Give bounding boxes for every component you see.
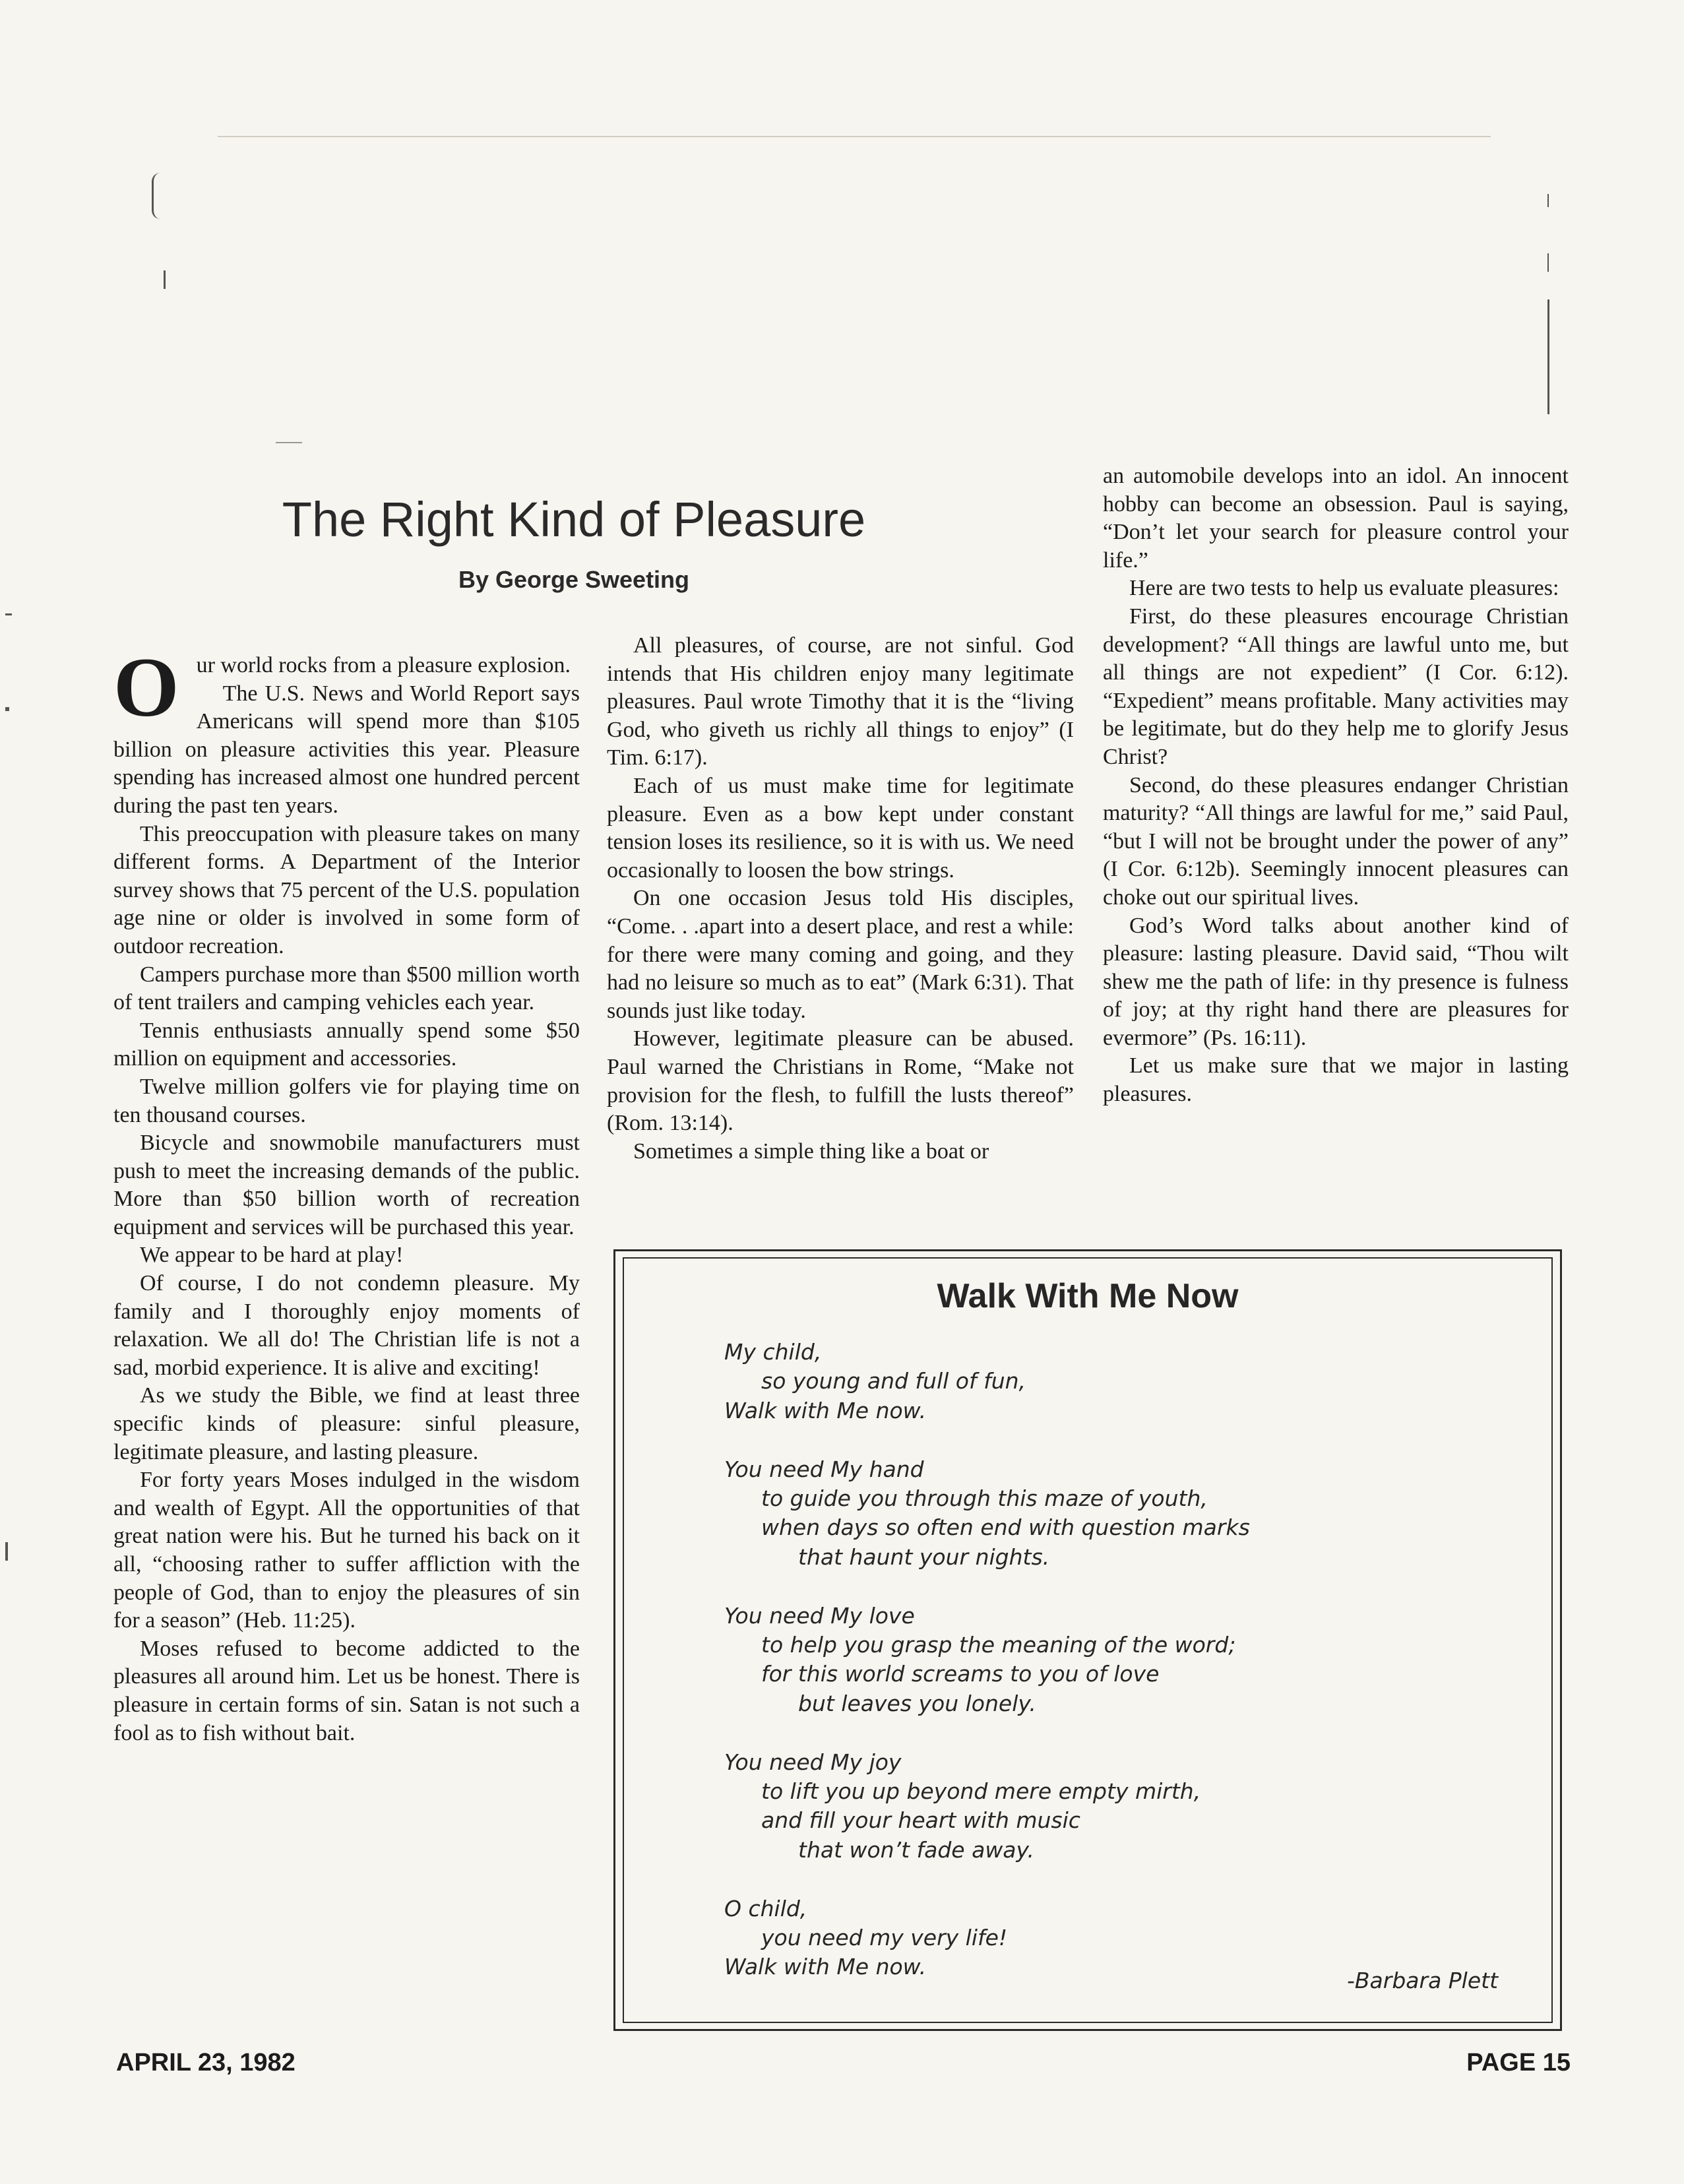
poem-line: Walk with Me now.	[724, 1954, 927, 1980]
article-paragraph: First, do these pleasures encourage Christian development? “All things are lawful unto me, but all things are not expedient” (I Cor. 6:12). “Expedient” means profitable. Many activities may be legitimate, but do they help me to glorify Jesus Christ?	[1103, 604, 1569, 769]
scan-mark	[1547, 194, 1549, 207]
article-paragraph: Bicycle and snowmobile manufacturers must push to meet the increasing demands of the public. More than $50 billion worth of recreation equipment and services will be purchased this year.	[113, 1131, 580, 1239]
article-paragraph: However, legitimate pleasure can be abused. Paul warned the Christians in Rome, “Make not provision for the flesh, to fulfill the lusts thereof” (Rom. 13:14).	[607, 1026, 1074, 1136]
article-paragraph: We appear to be hard at play!	[140, 1243, 404, 1268]
article-paragraph: Campers purchase more than $500 million worth of tent trailers and camping vehicles each year.	[113, 962, 580, 1015]
article-paragraph: God’s Word talks about another kind of pleasure: lasting pleasure. David said, “Thou wilt shew me the path of life: in thy presence is fulness of joy; at thy right hand there are pleasures for evermore” (Ps. 16:11).	[1103, 913, 1569, 1050]
article-paragraph: Of course, I do not condemn pleasure. My family and I thoroughly enjoy moments of relaxation. We all do! The Christian life is not a sad, morbid experience. It is alive and exciting!	[113, 1271, 580, 1380]
article-column-2	[607, 632, 1074, 1166]
article-paragraph: Moses refused to become addicted to the pleasures all around him. Let us be honest. There is pleasure in certain forms of sin. Satan is not such a fool as to fish without bait.	[113, 1636, 580, 1745]
poem-stanza	[724, 1748, 1450, 1865]
article-paragraph: As we study the Bible, we find at least three specific kinds of pleasure: sinful pleasure, legitimate pleasure, and lasting pleasure.	[113, 1383, 580, 1464]
poem-line: You need My hand	[724, 1456, 924, 1482]
article-byline: By George Sweeting	[458, 566, 690, 593]
scan-mark	[1547, 299, 1549, 414]
article-paragraph: Tennis enthusiasts annually spend some $50 million on equipment and accessories.	[113, 1018, 580, 1071]
poem-stanza	[724, 1602, 1450, 1719]
header-rule	[218, 136, 1491, 137]
article-paragraph: Twelve million golfers vie for playing time on ten thousand courses.	[113, 1074, 580, 1127]
article-paragraph: This preoccupation with pleasure takes on many different forms. A Department of the Interior survey shows that 75 percent of the U.S. population age nine or older is involved in some form of outdoor recreation.	[113, 821, 580, 958]
poem-line: but leaves you lonely.	[798, 1690, 1036, 1716]
article-paragraph: Sometimes a simple thing like a boat or	[633, 1139, 989, 1164]
article-paragraph: Each of us must make time for legitimate pleasure. Even as a bow kept under constant tension loses its resilience, so it is with us. We need occasionally to loosen the bow strings.	[607, 773, 1074, 883]
poem-line: My child,	[724, 1339, 822, 1365]
poem-line: O child,	[724, 1895, 807, 1921]
poem-line: so young and full of fun,	[761, 1368, 1026, 1394]
poem-line: to guide you through this maze of youth,	[761, 1485, 1208, 1512]
poem-line: Walk with Me now.	[724, 1397, 927, 1423]
poem-stanza	[724, 1894, 1450, 1982]
article-paragraph: Here are two tests to help us evaluate pleasures:	[1129, 576, 1559, 601]
poem-line: that won’t fade away.	[798, 1836, 1034, 1863]
poem-line: and fill your heart with music	[761, 1807, 1080, 1834]
article-paragraph: On one occasion Jesus told His disciples, “Come. . .apart into a desert place, and rest a while: for there were many coming and going, and they had no leisure so much as to eat” (Mark 6:31). That sounds just like today.	[607, 886, 1074, 1023]
article-paragraph: an automobile develops into an idol. An innocent hobby can become an obsession. Paul is saying, “Don’t let your search for pleasure control your life.”	[1103, 464, 1569, 573]
poem-line: when days so often end with question marks	[761, 1514, 1250, 1541]
poem-line: You need My love	[724, 1602, 915, 1629]
scan-mark	[5, 1542, 8, 1561]
poem-line: to help you grasp the meaning of the word;	[761, 1632, 1236, 1658]
poem-author: -Barbara Plett	[1347, 1968, 1499, 1993]
article-title: The Right Kind of Pleasure	[282, 492, 866, 547]
article-paragraph: The U.S. News and World Report says Americans will spend more than $105 billion on pleasure activities this year. Pleasure spending has increased almost one hundred percent during the past ten years.	[113, 681, 580, 818]
article-paragraph: For forty years Moses indulged in the wisdom and wealth of Egypt. All the opportunities of that great nation were his. But he turned his back on it all, “choosing rather to suffer affliction with the people of God, than to enjoy the pleasures of sin for a season” (Heb. 11:25).	[113, 1468, 580, 1633]
scan-mark	[5, 613, 12, 615]
poem-stanza	[724, 1455, 1450, 1573]
scan-mark	[1547, 253, 1549, 272]
article-column-1	[113, 640, 580, 1747]
poem-stanza	[724, 1338, 1450, 1425]
scan-mark	[5, 707, 9, 711]
article-paragraph: Second, do these pleasures endanger Christian maturity? “All things are lawful for me,” said Paul, “but I will not be brought under the power of any” (I Cor. 6:12b). Seemingly innocent pleasures can choke out our spiritual lives.	[1103, 772, 1569, 910]
article-paragraph: Our world rocks from a pleasure explosion.	[113, 640, 571, 734]
scan-mark-paren	[152, 173, 160, 219]
poem-line: to lift you up beyond mere empty mirth,	[761, 1778, 1201, 1805]
poem-body	[724, 1338, 1450, 2011]
scan-mark	[164, 270, 166, 289]
poem-line: You need My joy	[724, 1749, 902, 1775]
article-paragraph: All pleasures, of course, are not sinful. God intends that His children enjoy many legitimate pleasures. Paul wrote Timothy that it is the “living God, who giveth us richly all things to enjoy” (I Tim. 6:17).	[607, 633, 1074, 770]
page-number: PAGE 15	[1466, 2049, 1571, 2076]
article-column-3	[1103, 462, 1569, 1109]
issue-date: APRIL 23, 1982	[116, 2049, 296, 2076]
poem-title: Walk With Me Now	[937, 1277, 1239, 1315]
scan-mark	[276, 442, 302, 443]
poem-line: you need my very life!	[761, 1925, 1008, 1951]
poem-line: for this world screams to you of love	[761, 1661, 1160, 1687]
article-paragraph: Let us make sure that we major in lasting pleasures.	[1103, 1053, 1569, 1107]
poem-line: that haunt your nights.	[798, 1544, 1050, 1570]
drop-cap: O	[113, 640, 179, 734]
